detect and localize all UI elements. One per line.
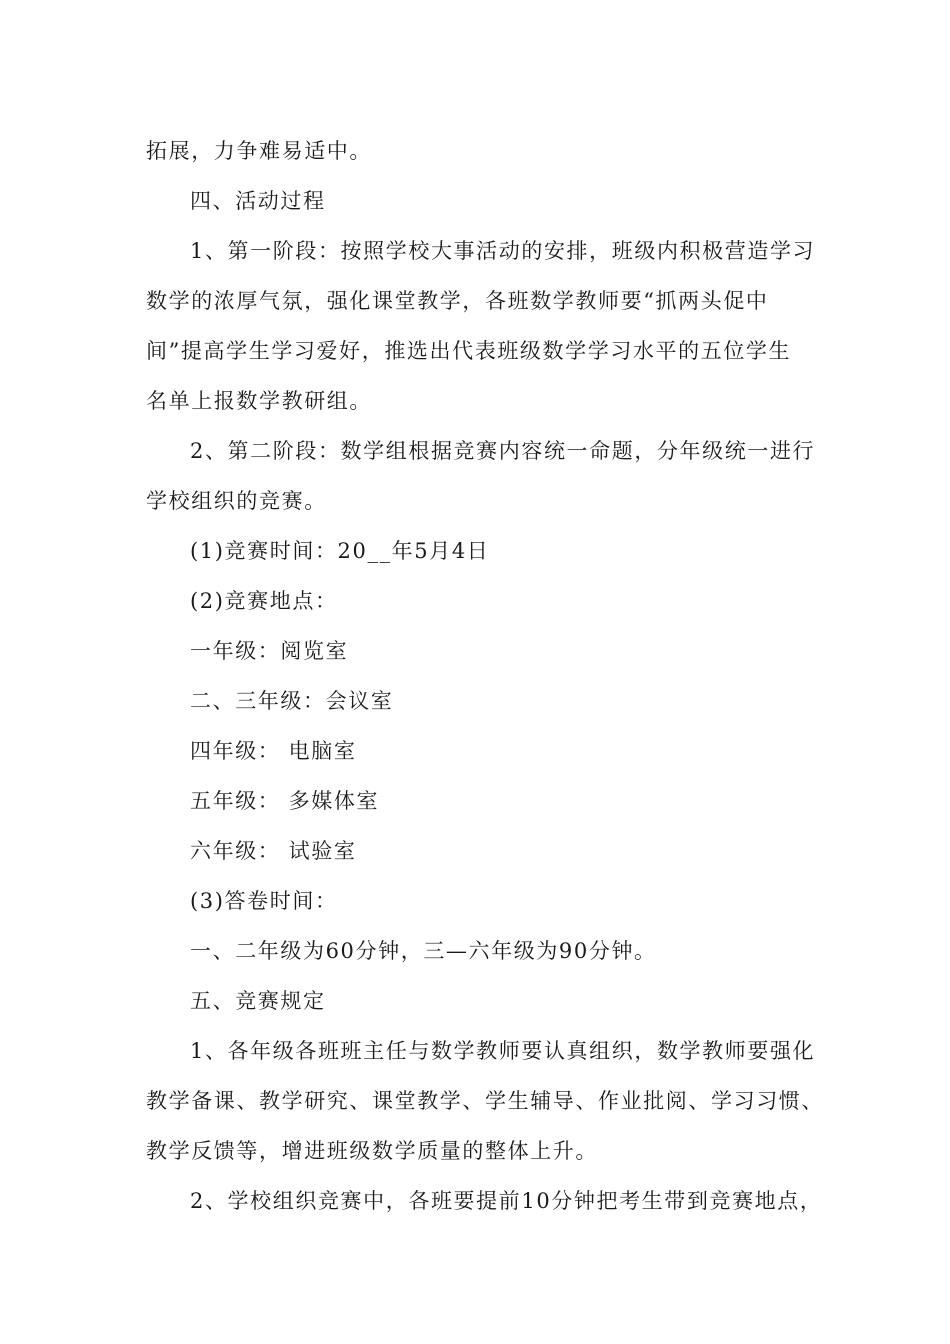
venue-grade-2-3: 二、三年级：会议室 — [190, 689, 394, 713]
venue-grade-5: 五年级： 多媒体室 — [190, 789, 380, 813]
text-line-19: 1、各年级各班班主任与数学教师要认真组织，数学教师要强化 — [190, 1039, 816, 1063]
answer-time-detail: 一、二年级为60分钟，三—六年级为90分钟。 — [190, 939, 657, 963]
text-line-3: 1、第一阶段：按照学校大事活动的安排，班级内积极营造学习 — [190, 239, 816, 263]
competition-time: (1)竞赛时间：20__年5月4日 — [190, 539, 490, 563]
text-line-22: 2、学校组织竞赛中，各班要提前10分钟把考生带到竞赛地点， — [190, 1189, 823, 1213]
text-line-8: 学校组织的竞赛。 — [146, 489, 327, 513]
venue-grade-4: 四年级： 电脑室 — [190, 739, 357, 763]
section-heading-rules: 五、竞赛规定 — [190, 989, 326, 1013]
venue-grade-1: 一年级：阅览室 — [190, 639, 349, 663]
text-line-6: 名单上报数学教研组。 — [146, 389, 372, 413]
text-line-21: 教学反馈等，增进班级数学质量的整体上升。 — [146, 1139, 598, 1163]
text-line-20: 教学备课、教学研究、课堂教学、学生辅导、作业批阅、学习习惯、 — [146, 1089, 824, 1113]
competition-venue-heading: (2)竞赛地点： — [190, 589, 338, 613]
section-heading-activity-process: 四、活动过程 — [190, 189, 326, 213]
text-line-4: 数学的浓厚气氛，强化课堂教学，各班数学教师要“抓两头促中 — [146, 289, 769, 313]
text-line-1: 拓展，力争难易适中。 — [146, 139, 372, 163]
venue-grade-6: 六年级： 试验室 — [190, 839, 357, 863]
text-line-7: 2、第二阶段：数学组根据竞赛内容统一命题，分年级统一进行 — [190, 439, 816, 463]
answer-time-heading: (3)答卷时间： — [190, 889, 338, 913]
text-line-5: 间”提高学生学习爱好，推选出代表班级数学学习水平的五位学生 — [146, 339, 792, 363]
